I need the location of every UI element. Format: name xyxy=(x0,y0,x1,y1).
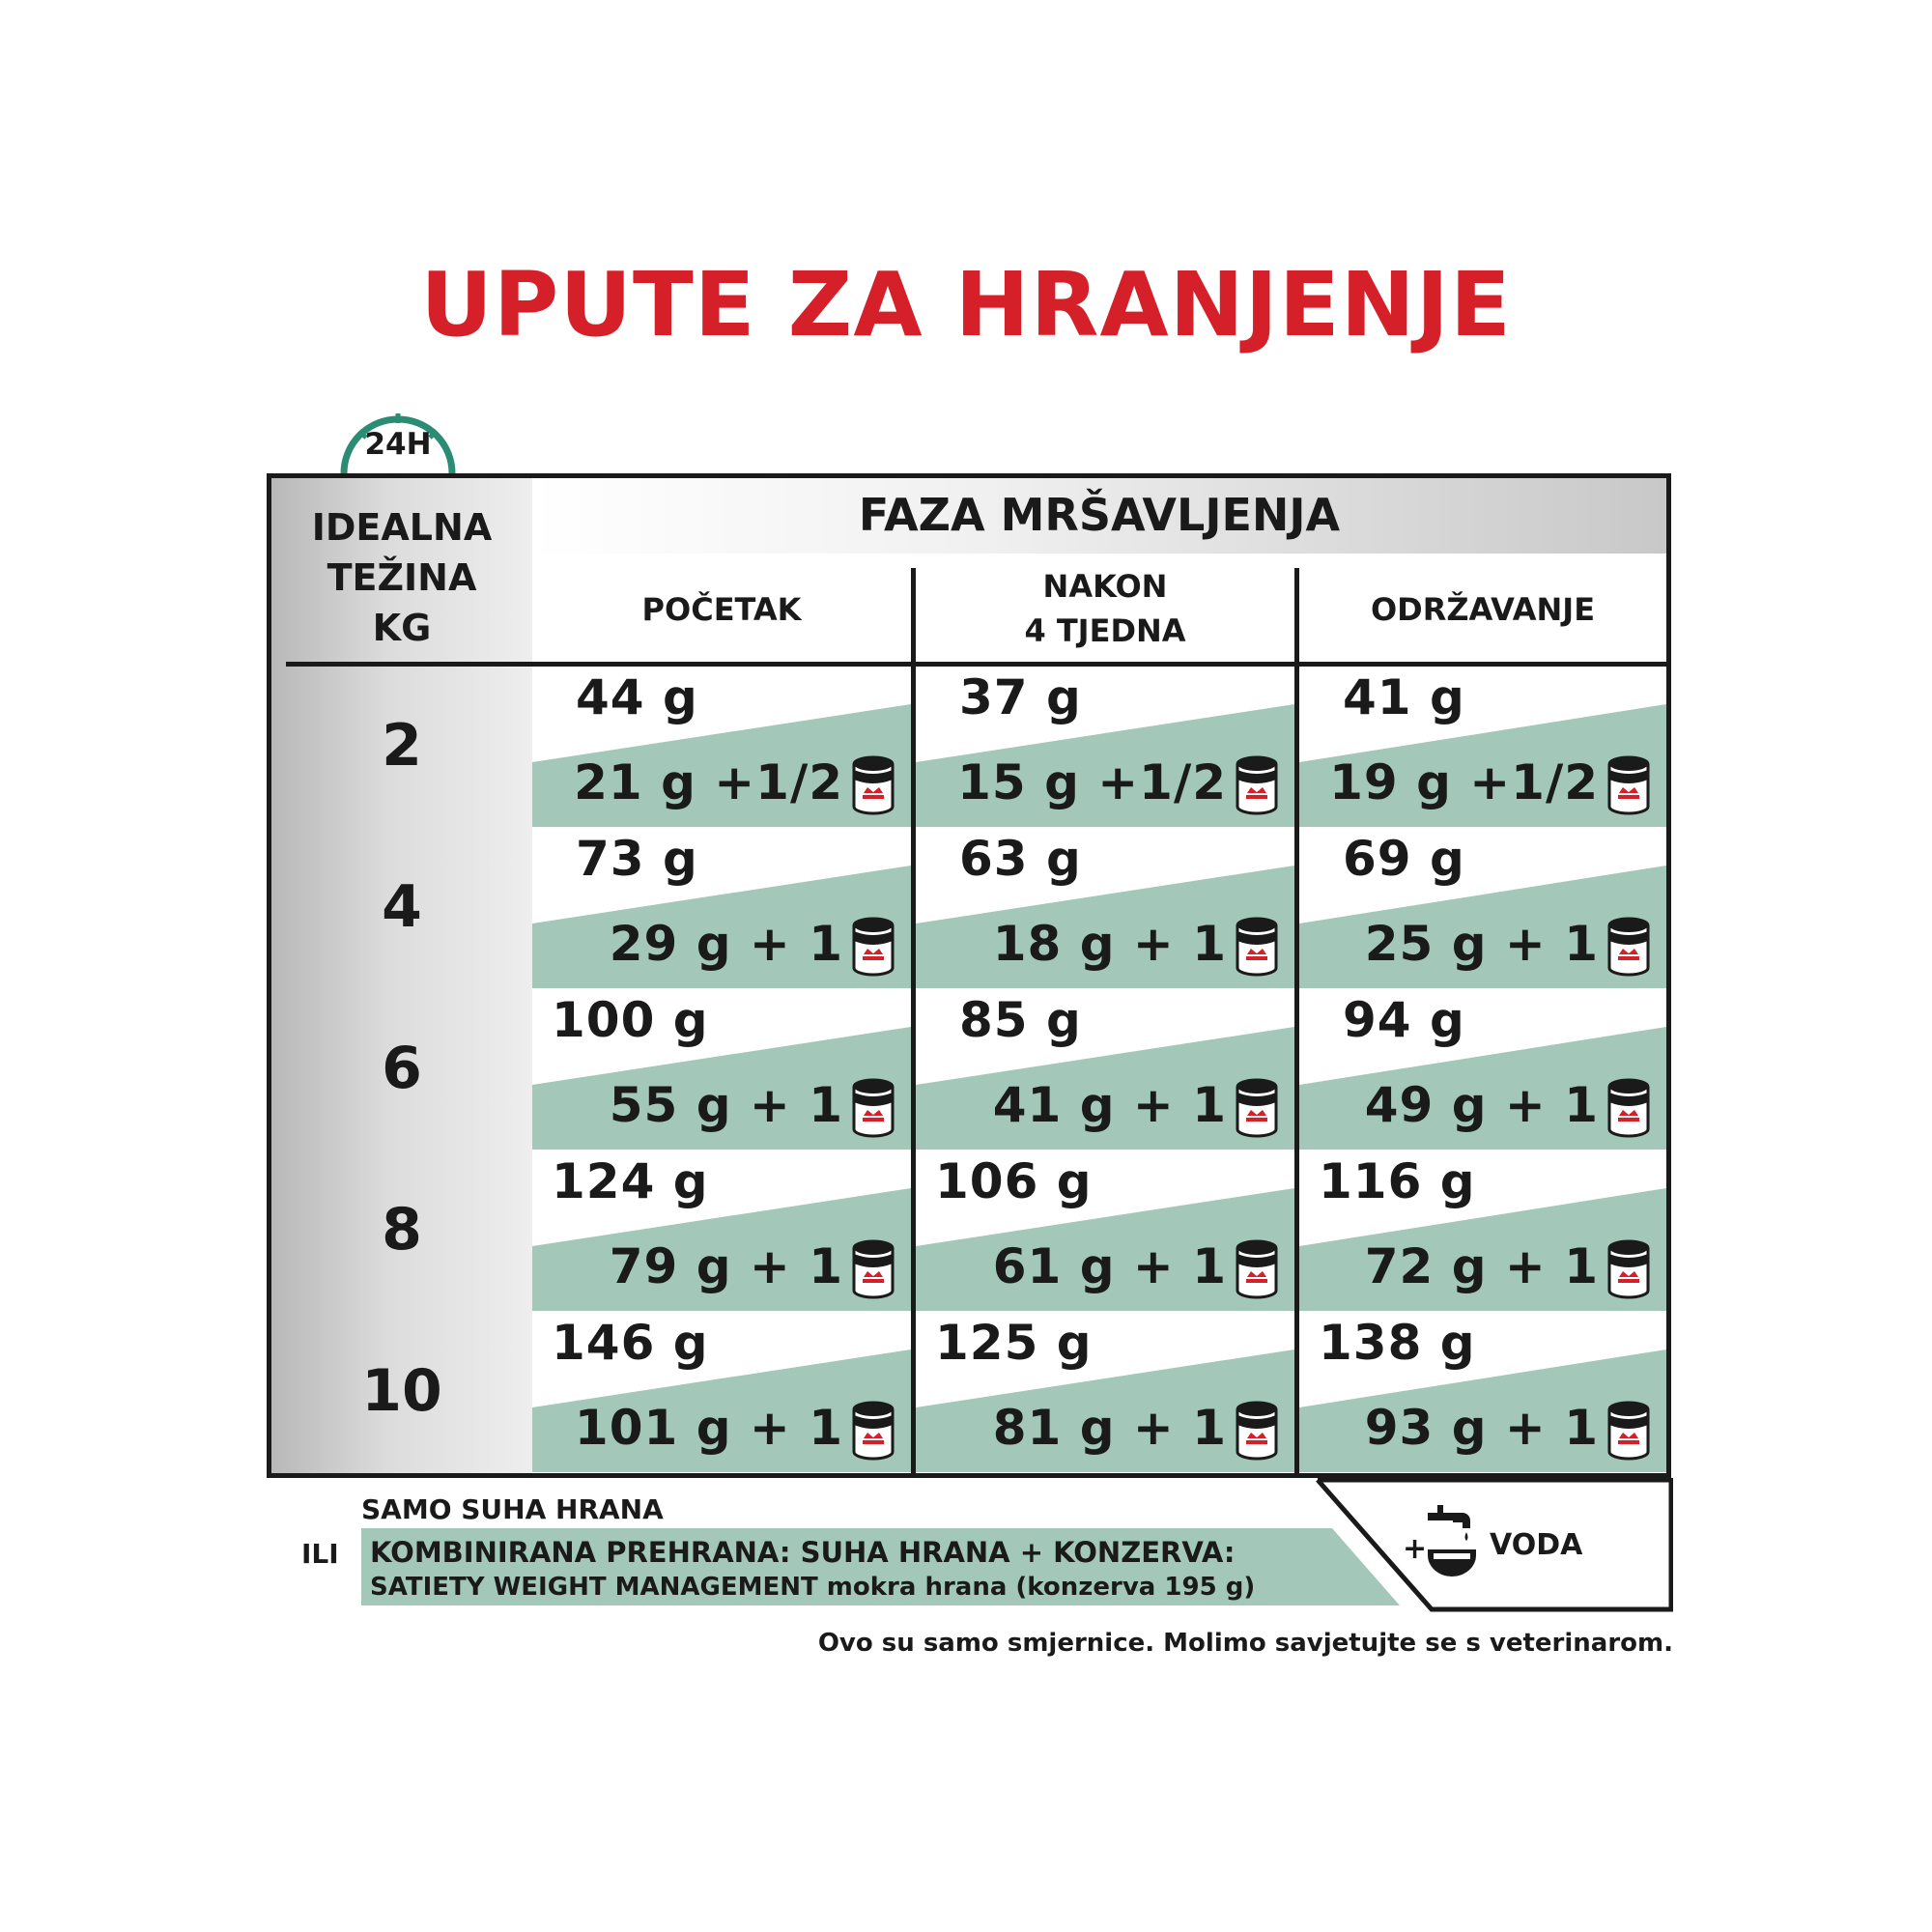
wet-food-can-icon xyxy=(851,1077,895,1139)
mixed-feeding-amount: 72 g + 1 xyxy=(1364,1238,1599,1294)
weight-header-line-2: TEŽINA xyxy=(327,556,477,599)
mixed-feeding-amount: 21 g +1/2 xyxy=(574,754,843,810)
mixed-feeding-amount: 15 g +1/2 xyxy=(957,754,1227,810)
wet-food-can-icon xyxy=(1606,754,1651,816)
dry-food-amount: 94 g xyxy=(1343,992,1465,1048)
dry-food-amount: 100 g xyxy=(552,992,709,1048)
dry-food-amount: 146 g xyxy=(552,1315,709,1371)
dry-food-amount: 69 g xyxy=(1343,831,1465,887)
wet-food-can-icon xyxy=(1606,1077,1651,1139)
column-header-after-line-2: 4 TJEDNA xyxy=(1024,612,1186,649)
mixed-feeding-amount: 41 g + 1 xyxy=(992,1077,1227,1133)
weight-label: 10 xyxy=(361,1357,442,1425)
wet-food-can-icon xyxy=(1235,916,1279,978)
wet-food-can-icon xyxy=(1235,754,1279,816)
weight-header-line-1: IDEALNA xyxy=(311,506,493,549)
mixed-feeding-amount: 61 g + 1 xyxy=(992,1238,1227,1294)
dry-food-amount: 41 g xyxy=(1343,669,1465,725)
dry-food-amount: 138 g xyxy=(1319,1315,1476,1371)
weight-label: 6 xyxy=(382,1035,422,1102)
water-plus: + xyxy=(1403,1532,1428,1566)
legend-dry-only: SAMO SUHA HRANA xyxy=(361,1493,664,1525)
dry-food-amount: 106 g xyxy=(935,1153,1093,1209)
dry-food-amount: 37 g xyxy=(959,669,1082,725)
wet-food-can-icon xyxy=(851,754,895,816)
wet-food-can-icon xyxy=(1235,1400,1279,1462)
wet-food-can-icon xyxy=(1235,1238,1279,1300)
wet-food-can-icon xyxy=(851,1400,895,1462)
dry-food-amount: 116 g xyxy=(1319,1153,1476,1209)
mixed-feeding-amount: 81 g + 1 xyxy=(992,1400,1227,1456)
disclaimer: Ovo su samo smjernice. Molimo savjetujte se s veterinarom. xyxy=(817,1629,1673,1658)
weight-label: 8 xyxy=(382,1196,422,1264)
dry-food-amount: 85 g xyxy=(959,992,1082,1048)
column-header-after-line-1: NAKON xyxy=(1042,568,1168,605)
phase-title: FAZA MRŠAVLJENJA xyxy=(858,489,1341,541)
water-tap-bowl-icon xyxy=(1424,1503,1480,1580)
mixed-feeding-amount: 25 g + 1 xyxy=(1364,916,1599,972)
mixed-feeding-amount: 101 g + 1 xyxy=(574,1400,843,1456)
weight-label: 2 xyxy=(382,712,422,780)
wet-food-can-icon xyxy=(851,916,895,978)
column-header-start-label: POČETAK xyxy=(641,591,802,628)
water-label: VODA xyxy=(1490,1528,1583,1562)
wet-food-can-icon xyxy=(1235,1077,1279,1139)
mixed-feeding-amount: 49 g + 1 xyxy=(1364,1077,1599,1133)
dry-food-amount: 124 g xyxy=(552,1153,709,1209)
dry-food-amount: 63 g xyxy=(959,831,1082,887)
weight-label: 4 xyxy=(382,873,422,941)
badge-label: 24H xyxy=(364,427,432,462)
weight-header-line-3: KG xyxy=(372,607,432,649)
mixed-feeding-amount: 93 g + 1 xyxy=(1364,1400,1599,1456)
mixed-feeding-amount: 55 g + 1 xyxy=(609,1077,843,1133)
wet-food-can-icon xyxy=(1606,1238,1651,1300)
wet-food-can-icon xyxy=(851,1238,895,1300)
dry-food-amount: 125 g xyxy=(935,1315,1093,1371)
mixed-feeding-amount: 19 g +1/2 xyxy=(1329,754,1599,810)
legend-or: ILI xyxy=(301,1538,339,1570)
dry-food-amount: 73 g xyxy=(576,831,698,887)
legend-mixed-line-2: SATIETY WEIGHT MANAGEMENT mokra hrana (konzerva 195 g) xyxy=(370,1573,1256,1602)
page-title: UPUTE ZA HRANJENJE xyxy=(420,253,1512,356)
dry-food-amount: 44 g xyxy=(576,669,698,725)
wet-food-can-icon xyxy=(1606,1400,1651,1462)
mixed-feeding-amount: 29 g + 1 xyxy=(609,916,843,972)
wet-food-can-icon xyxy=(1606,916,1651,978)
mixed-feeding-amount: 79 g + 1 xyxy=(609,1238,843,1294)
legend-mixed-line-1: KOMBINIRANA PREHRANA: SUHA HRANA + KONZERVA: xyxy=(370,1536,1236,1569)
column-header-maintenance-label: ODRŽAVANJE xyxy=(1370,591,1596,628)
mixed-feeding-amount: 18 g + 1 xyxy=(992,916,1227,972)
